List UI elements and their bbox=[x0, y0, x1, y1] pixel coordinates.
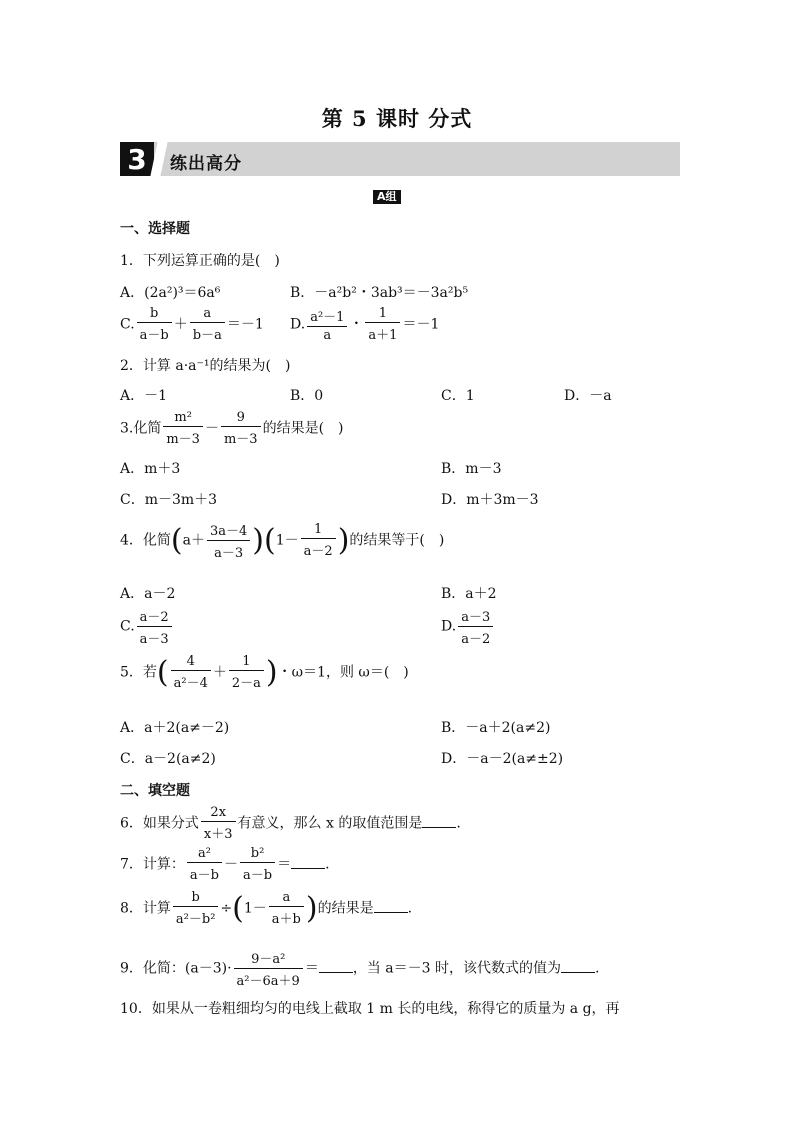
q4-c-den: a－3 bbox=[139, 632, 169, 647]
q7-num1: a² bbox=[187, 846, 222, 863]
q5-option-b: B．－a＋2(a≠2) bbox=[441, 720, 551, 736]
q4-d-num: a－3 bbox=[458, 606, 493, 627]
q6-prefix: 6．如果分式 bbox=[120, 815, 199, 832]
q8-frac2 bbox=[269, 890, 304, 927]
q5-den1: a²－4 bbox=[173, 676, 208, 691]
q8-prefix: 8．计算 bbox=[120, 900, 171, 917]
q1-c-op: ＋ bbox=[173, 316, 188, 333]
q1-c-den1: a－b bbox=[139, 328, 169, 343]
q10-stem: 10．如果从一卷粗细均匀的电线上截取 1 m 长的电线，称得它的质量为 a g，再 bbox=[120, 1001, 620, 1017]
q3-den1: m－3 bbox=[166, 432, 200, 447]
q8-num1: b bbox=[173, 890, 219, 907]
q5-prefix: 5．若 bbox=[120, 664, 157, 681]
q1-option-a: A．(2a²)³＝6a⁶ bbox=[120, 285, 221, 301]
q4-rparen-1: ) bbox=[252, 523, 265, 558]
group-label: A组 bbox=[373, 190, 401, 204]
q4-stem bbox=[120, 520, 444, 561]
q9-stem bbox=[120, 948, 599, 989]
q8-lparen: ( bbox=[232, 891, 244, 926]
q6-end: . bbox=[456, 815, 461, 832]
q1-option-d bbox=[290, 306, 439, 343]
q5-option-d: D．－a－2(a≠±2) bbox=[441, 751, 564, 767]
q1-d-frac2 bbox=[365, 306, 400, 343]
q6-tail: 有意义，那么 x 的取值范围是 bbox=[237, 815, 423, 832]
q3-option-d: D．m＋3m－3 bbox=[441, 492, 539, 508]
q4-num1: 3a－4 bbox=[207, 520, 250, 541]
q5-tail: ・ω＝1，则 ω＝( ) bbox=[277, 664, 409, 681]
q4-prefix: 4．化简 bbox=[120, 532, 171, 549]
q2-stem: 2．计算 a·a⁻¹的结果为( ) bbox=[120, 358, 291, 374]
q5-den2: 2－a bbox=[231, 676, 261, 691]
q8-answer-blank[interactable] bbox=[374, 898, 408, 913]
q4-d-prefix: D. bbox=[441, 618, 457, 635]
q1-option-c bbox=[120, 306, 264, 343]
q3-num2: 9 bbox=[221, 410, 261, 427]
q4-tail: 的结果等于( ) bbox=[349, 532, 445, 549]
q1-d-frac1 bbox=[307, 306, 347, 343]
page-title: 第 5 课时 分式 bbox=[321, 106, 473, 131]
q8-end: . bbox=[407, 900, 413, 917]
q1-d-prefix: D. bbox=[290, 316, 306, 333]
q5-num1: 4 bbox=[171, 654, 211, 671]
q7-prefix: 7．计算： bbox=[120, 856, 185, 873]
q4-mid: 1－ bbox=[275, 532, 299, 549]
q4-option-d bbox=[441, 606, 495, 647]
q5-lparen: ( bbox=[156, 655, 169, 690]
q5-stem bbox=[120, 654, 409, 691]
q7-end: . bbox=[325, 856, 330, 873]
q4-den2: a－2 bbox=[303, 544, 333, 559]
q5-num2: 1 bbox=[229, 654, 264, 671]
q1-d-den1: a bbox=[323, 328, 332, 343]
q7-frac2 bbox=[240, 846, 275, 883]
q5-option-c: C．a－2(a≠2) bbox=[120, 751, 216, 767]
q4-num2: 1 bbox=[301, 522, 336, 539]
q8-rparen: ) bbox=[305, 891, 318, 926]
q1-d-den2: a＋1 bbox=[368, 328, 398, 343]
banner-badge: 3 bbox=[120, 142, 154, 176]
q9-answer-blank-1[interactable] bbox=[319, 958, 353, 973]
q1-c-frac1 bbox=[137, 306, 172, 343]
q9-mid: ，当 a＝－3 时，该代数式的值为 bbox=[352, 960, 561, 977]
q8-num2: a bbox=[269, 890, 304, 907]
q2-option-b: B．0 bbox=[290, 388, 324, 404]
q5-option-a: A．a＋2(a≠－2) bbox=[120, 720, 230, 736]
q1-d-num1: a²－1 bbox=[307, 306, 347, 327]
q8-stem bbox=[120, 890, 412, 927]
q2-option-c: C．1 bbox=[441, 388, 475, 404]
q1-stem: 1．下列运算正确的是( ) bbox=[120, 253, 280, 269]
q3-stem bbox=[120, 410, 344, 447]
q4-option-a: A．a－2 bbox=[120, 586, 176, 602]
q9-end: . bbox=[594, 960, 600, 977]
q7-eq: ＝ bbox=[277, 856, 292, 873]
q7-den2: a－b bbox=[243, 868, 273, 883]
q9-eq: ＝ bbox=[304, 960, 319, 977]
q7-num2: b² bbox=[240, 846, 275, 863]
q4-lparen-1: ( bbox=[170, 523, 183, 558]
q7-frac1 bbox=[187, 846, 222, 883]
q6-den: x＋3 bbox=[203, 827, 233, 842]
q8-tail: 的结果是 bbox=[317, 900, 374, 917]
q4-c-num: a－2 bbox=[137, 606, 172, 627]
q4-d-den: a－2 bbox=[461, 632, 491, 647]
q7-stem bbox=[120, 846, 330, 883]
q4-c-frac bbox=[137, 606, 172, 647]
q1-c-den2: b－a bbox=[192, 328, 222, 343]
q3-frac2 bbox=[221, 410, 261, 447]
q4-d-frac bbox=[458, 606, 493, 647]
q5-rparen: ) bbox=[265, 655, 278, 690]
q9-num: 9－a² bbox=[234, 948, 303, 969]
q8-den2: a＋b bbox=[271, 912, 301, 927]
q6-num: 2x bbox=[201, 805, 236, 822]
q1-option-b: B．－a²b²・3ab³＝－3a²b⁵ bbox=[290, 285, 469, 301]
q4-option-c bbox=[120, 606, 174, 647]
q7-answer-blank[interactable] bbox=[291, 854, 325, 869]
q4-frac2 bbox=[301, 522, 336, 559]
q9-den: a²－6a＋9 bbox=[236, 974, 300, 989]
q3-tail: 的结果是( ) bbox=[262, 420, 344, 437]
q9-frac bbox=[234, 948, 303, 989]
q3-num1: m² bbox=[163, 410, 203, 427]
q9-prefix: 9．化简：(a－3)· bbox=[120, 960, 232, 977]
q1-d-num2: 1 bbox=[365, 306, 400, 323]
q4-option-b: B．a＋2 bbox=[441, 586, 497, 602]
q2-option-a: A．－1 bbox=[120, 388, 168, 404]
q5-op: ＋ bbox=[212, 664, 227, 681]
q1-c-num1: b bbox=[137, 306, 172, 323]
q8-den1: a²－b² bbox=[175, 912, 216, 927]
q2-option-d: D．－a bbox=[564, 388, 612, 404]
q7-den1: a－b bbox=[189, 868, 219, 883]
section-choice: 一、选择题 bbox=[120, 221, 190, 237]
q4-rparen-2: ) bbox=[337, 523, 350, 558]
q1-d-tail: ＝－1 bbox=[402, 316, 440, 333]
q5-frac1 bbox=[171, 654, 211, 691]
q4-c-prefix: C. bbox=[120, 618, 135, 635]
q1-c-frac2 bbox=[190, 306, 225, 343]
q8-op: ÷ bbox=[220, 900, 233, 917]
q4-lparen-2: ( bbox=[264, 523, 276, 558]
q6-stem bbox=[120, 805, 461, 842]
banner-text: 练出高分 bbox=[170, 154, 242, 174]
q1-c-prefix: C. bbox=[120, 316, 135, 333]
q4-frac1 bbox=[207, 520, 250, 561]
q3-frac1 bbox=[163, 410, 203, 447]
q3-option-a: A．m＋3 bbox=[120, 461, 181, 477]
section-banner bbox=[120, 142, 680, 176]
q4-term-a: a＋ bbox=[182, 532, 205, 549]
q5-frac2 bbox=[229, 654, 264, 691]
q4-den1: a－3 bbox=[214, 546, 244, 561]
q9-answer-blank-2[interactable] bbox=[561, 958, 595, 973]
q8-frac1 bbox=[173, 890, 219, 927]
q8-mid: 1－ bbox=[243, 900, 267, 917]
q1-c-num2: a bbox=[190, 306, 225, 323]
q3-op: － bbox=[204, 420, 219, 437]
q1-c-tail: ＝－1 bbox=[226, 316, 264, 333]
q6-frac bbox=[201, 805, 236, 842]
q3-option-c: C．m－3m＋3 bbox=[120, 492, 218, 508]
q3-den2: m－3 bbox=[223, 432, 258, 447]
section-fill: 二、填空题 bbox=[120, 783, 190, 799]
q3-option-b: B．m－3 bbox=[441, 461, 502, 477]
q3-prefix: 3.化简 bbox=[120, 420, 162, 437]
q1-d-op: ・ bbox=[349, 316, 364, 333]
q7-op: － bbox=[224, 856, 238, 873]
q6-answer-blank[interactable] bbox=[422, 813, 456, 828]
